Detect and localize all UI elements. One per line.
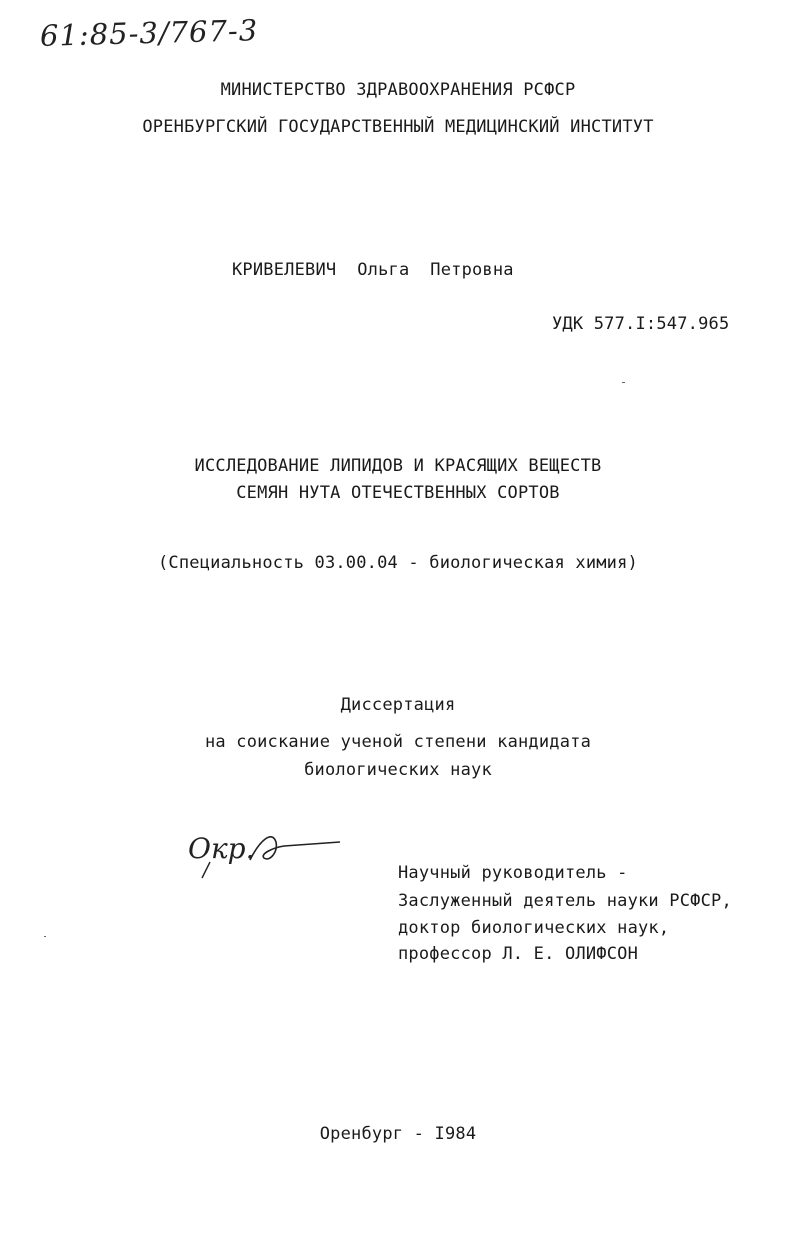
dissertation-label: Диссертация [340,695,456,715]
supervisor-degree: доктор биологических наук, [398,918,670,938]
scan-speck [44,936,46,937]
svg-text:Окр.: Окр. [188,832,255,865]
author-name: КРИВЕЛЕВИЧ Ольга Петровна [232,260,514,280]
ministry-heading: МИНИСТЕРСТВО ЗДРАВООХРАНЕНИЯ РСФСР [220,80,576,100]
supervisor-title: Заслуженный деятель науки РСФСР, [398,891,732,911]
supervisor-name: профессор Л. Е. ОЛИФСОН [398,944,639,964]
field-line: биологических наук [304,760,492,780]
handwritten-signature [180,820,350,880]
handwritten-archive-number: 61:85-3/767-3 [39,13,259,53]
thesis-title-line-2: СЕМЯН НУТА ОТЕЧЕСТВЕННЫХ СОРТОВ [236,483,560,503]
city-year: Оренбург - I984 [319,1124,477,1144]
udk-code: УДК 577.I:547.965 [552,314,730,334]
supervisor-label: Научный руководитель - [398,863,628,883]
scan-speck [622,382,625,383]
thesis-title-line-1: ИССЛЕДОВАНИЕ ЛИПИДОВ И КРАСЯЩИХ ВЕЩЕСТВ [194,456,602,476]
degree-line: на соискание ученой степени кандидата [204,732,592,752]
institute-heading: ОРЕНБУРГСКИЙ ГОСУДАРСТВЕННЫЙ МЕДИЦИНСКИЙ ИНСТИТУТ [142,117,654,137]
specialty-line: (Специальность 03.00.04 - биологическая химия) [157,553,638,573]
